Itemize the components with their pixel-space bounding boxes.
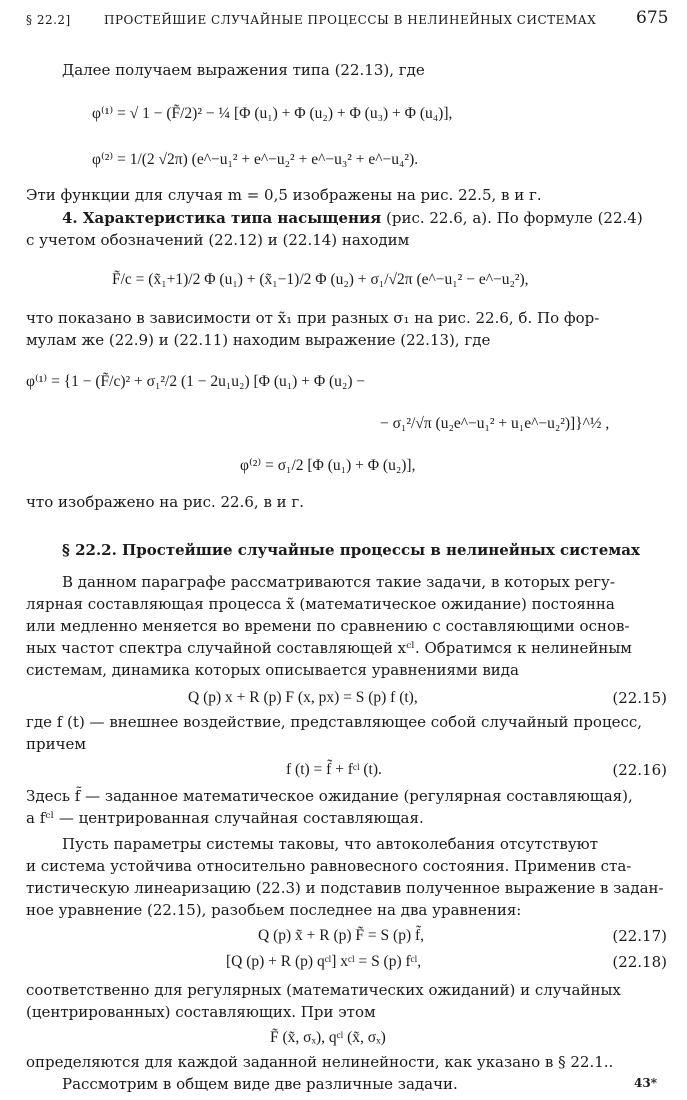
equation-phi1-saturation-b: − σ₁²/√π (u₂e^−u₁² + u₁e^−u₂²)]}^½ , [380, 415, 610, 432]
equation-22-18: [Q (p) + R (p) qᶜˡ] xᶜˡ = S (p) fᶜˡ, [226, 953, 422, 970]
running-header-title: ПРОСТЕЙШИЕ СЛУЧАЙНЫЕ ПРОЦЕССЫ В НЕЛИНЕЙНЫХ СИСТЕМАХ [104, 13, 597, 27]
paragraph-line: что показано в зависимости от x̃₁ при разных σ₁ на рис. 22.6, б. По фор- [26, 309, 600, 327]
equation-number: (22.15) [612, 689, 667, 707]
paragraph-line: ных частот спектра случайной составляющей xᶜˡ. Обратимся к нелинейным [26, 639, 632, 657]
equation-number: (22.17) [612, 927, 667, 945]
paragraph-line: Пусть параметры системы таковы, что автоколебания отсутствуют [62, 835, 599, 853]
paragraph-line: ное уравнение (22.15), разобьем последнее на два уравнения: [26, 901, 522, 919]
paragraph-line: (центрированных) составляющих. При этом [26, 1003, 376, 1021]
heading-rest: (рис. 22.6, а). По формуле (22.4) [381, 209, 643, 227]
paragraph-line: с учетом обозначений (22.12) и (22.14) находим [26, 231, 410, 249]
equation-phi1: φ⁽¹⁾ = √ 1 − (F̃/2)² − ¼ [Φ (u₁) + Φ (u₂) + Φ (u₃) + Φ (u₄)], [92, 105, 453, 122]
equation-phi1-saturation-a: φ⁽¹⁾ = {1 − (F̃/c)² + σ₁²/2 (1 − 2u₁u₂) [Φ (u₁) + Φ (u₂) − [26, 373, 366, 390]
equation-number: (22.18) [612, 953, 667, 971]
paragraph-line: что изображено на рис. 22.6, в и г. [26, 493, 305, 511]
paragraph-line: тистическую линеаризацию (22.3) и подставив полученное выражение в задан- [26, 879, 664, 897]
equation-phi2-saturation: φ⁽²⁾ = σ₁/2 [Φ (u₁) + Φ (u₂)], [240, 457, 416, 474]
running-header-section: § 22.2] [26, 13, 71, 27]
equation-number: (22.16) [612, 761, 667, 779]
equation-F: F̃/c = (x̃₁+1)/2 Φ (u₁) + (x̃₁−1)/2 Φ (u₂) + σ₁/√2π (e^−u₁² − e^−u₂²), [112, 271, 529, 288]
heading-bold: 4. Характеристика типа насыщения [62, 209, 382, 227]
paragraph-line: Здесь f̃ — заданное математическое ожидание (регулярная составляющая), [26, 787, 633, 805]
equation-22-15: Q (p) x + R (p) F (x, px) = S (p) f (t), [188, 689, 418, 706]
section-title: § 22.2. Простейшие случайные процессы в нелинейных системах [62, 541, 640, 559]
paragraph-line: и система устойчива относительно равновесного состояния. Применив ста- [26, 857, 632, 875]
signature-mark: 43* [634, 1076, 657, 1090]
paragraph-heading-line [62, 208, 643, 228]
paragraph-line: Рассмотрим в общем виде две различные задачи. [62, 1075, 458, 1093]
paragraph-line: определяются для каждой заданной нелинейности, как указано в § 22.1.. [26, 1053, 614, 1071]
equation-22-17: Q (p) x̃ + R (p) F̃ = S (p) f̃, [258, 927, 425, 944]
equation-phi2: φ⁽²⁾ = 1/(2 √2π) (e^−u₁² + e^−u₂² + e^−u₃² + e^−u₄²). [92, 151, 419, 168]
paragraph-line: соответственно для регулярных (математических ожиданий) и случайных [26, 981, 621, 999]
paragraph-line: мулам же (22.9) и (22.11) находим выражение (22.13), где [26, 331, 491, 349]
paragraph-line: Далее получаем выражения типа (22.13), где [62, 61, 425, 79]
paragraph-line: где f (t) — внешнее воздействие, представляющее собой случайный процесс, [26, 713, 643, 731]
paragraph-line: а fᶜˡ — центрированная случайная составляющая. [26, 809, 424, 827]
paragraph-line: причем [26, 735, 87, 753]
paragraph-line: системам, динамика которых описывается уравнениями вида [26, 661, 519, 679]
paragraph-line: лярная составляющая процесса x̃ (математическое ожидание) постоянна [26, 595, 615, 613]
equation-coefficients: F̃ (x̃, σₓ), qᶜˡ (x̃, σₓ) [270, 1029, 386, 1046]
paragraph-line: В данном параграфе рассматриваются такие задачи, в которых регу- [62, 573, 615, 591]
paragraph-line: или медленно меняется во времени по сравнению с составляющими основ- [26, 617, 630, 635]
page-number: 675 [636, 8, 669, 28]
equation-22-16: f (t) = f̃ + fᶜˡ (t). [286, 761, 382, 778]
paragraph-line: Эти функции для случая m = 0,5 изображены на рис. 22.5, в и г. [26, 186, 542, 204]
